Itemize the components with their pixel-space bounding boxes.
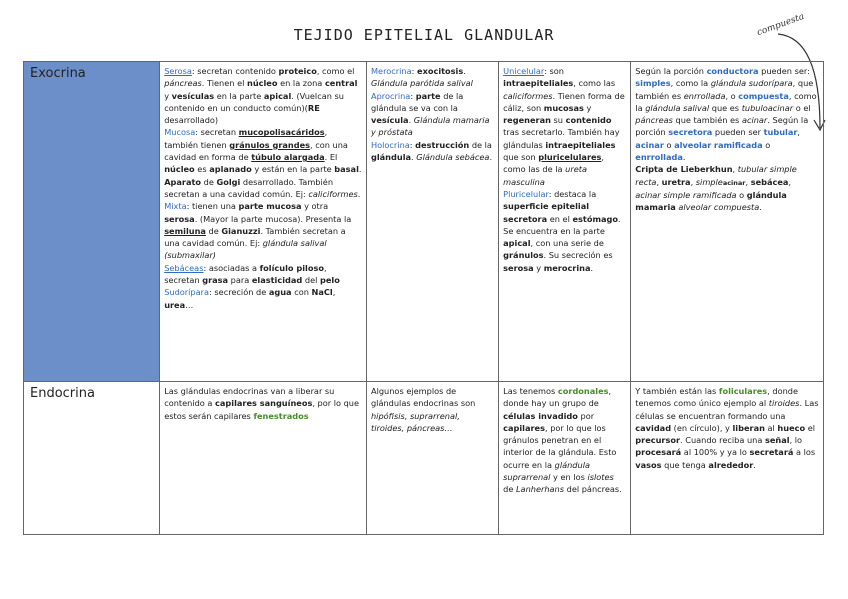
cell-endocrina-cordonales: Las tenemos cordonales, donde hay un grupo de células invadido por capilares, por lo que los gránulos penetran en el interior de la glándula. Esto ocurre en la glándula suprarrenal y en los islotes de Lanherhans del páncreas. — [499, 382, 631, 535]
cell-exocrina-types: Serosa: secretan contenido proteico, como el páncreas. Tienen el núcleo en la zona central y vesículas en la parte apical. (Vuelcan su contenido en un conducto común)(RE desarrollado) Mucosa: secretan mucopolisacáridos, también tienen gránulos grandes, con una cavidad en forma de túbulo alargada. El núcleo es aplanado y están en la parte basal. Aparato de Golgi desarrollado. También secretan a una cavidad común. Ej: caliciformes. Mixta: tienen una parte mucosa y otra serosa. (Mayor la parte mucosa). Presenta la semiluna de Gianuzzi. También secretan a una cavidad común. Ej: glándula salival (submaxilar) Sebáceas: asociadas a folículo piloso, secretan grasa para elasticidad del pelo Sudorípara: secreción de agua con NaCl, urea… — [160, 62, 367, 382]
cell-exocrina-cells: Unicelular: son intraepiteliales, como las caliciformes. Tienen forma de cáliz, son mucosas y regeneran su contenido tras secretarlo. También hay glándulas intraepiteliales que son pluricelulares, como las de la ureta masculina Pluricelular: destaca la superficie epitelial secretora en el estómago. Se encuentra en la parte apical, con una serie de gránulos. Su secreción es serosa y merocrina. — [499, 62, 631, 382]
cell-endocrina-foliculares: Y también están las foliculares, donde tenemos como único ejemplo al tiroides. Las células se encuentran formando una cavidad (en círculo), y liberan al hueco el precursor. Cuando reciba una señal, lo procesará al 100% y ya lo secretará a los vasos que tenga alrededor. — [631, 382, 824, 535]
page-title: TEJIDO EPITELIAL GLANDULAR — [293, 26, 555, 44]
cell-endocrina-examples: Algunos ejemplos de glándulas endocrinas son hipófisis, suprarrenal, tiroides, páncreas… — [366, 382, 498, 535]
handwritten-note: compuesta — [755, 11, 806, 39]
row-endocrina — [24, 382, 824, 535]
cell-exocrina-secretion: Merocrina: exocitosis. Glándula parótida salival Aprocrina: parte de la glándula se va con la vesícula. Glándula mamaria y próstata Holocrina: destrucción de la glándula. Glándula sebácea. — [366, 62, 498, 382]
cell-endocrina-intro: Las glándulas endocrinas van a liberar su contenido a capilares sanguíneos, por lo que estos serán capilares fenestrados — [160, 382, 367, 535]
row-exocrina — [24, 62, 824, 382]
row-header-exocrina: Exocrina — [24, 62, 160, 382]
row-header-endocrina: Endocrina — [24, 382, 160, 535]
glandular-table — [23, 61, 824, 535]
cell-exocrina-shape: Según la porción conductora pueden ser: simples, como la glándula sudorípara, que también es enrrollada, o compuesta, como la glándula salival que es tubuloacinar o el páncreas que también es acinar. Según la porción secretora pueden ser tubular, acinar o alveolar ramificada o enrrollada. Cripta de Lieberkhun, tubular simple recta, uretra, simpleacinar, sebácea, acinar simple ramificada o glándula mamaria alveolar compuesta. — [631, 62, 824, 382]
